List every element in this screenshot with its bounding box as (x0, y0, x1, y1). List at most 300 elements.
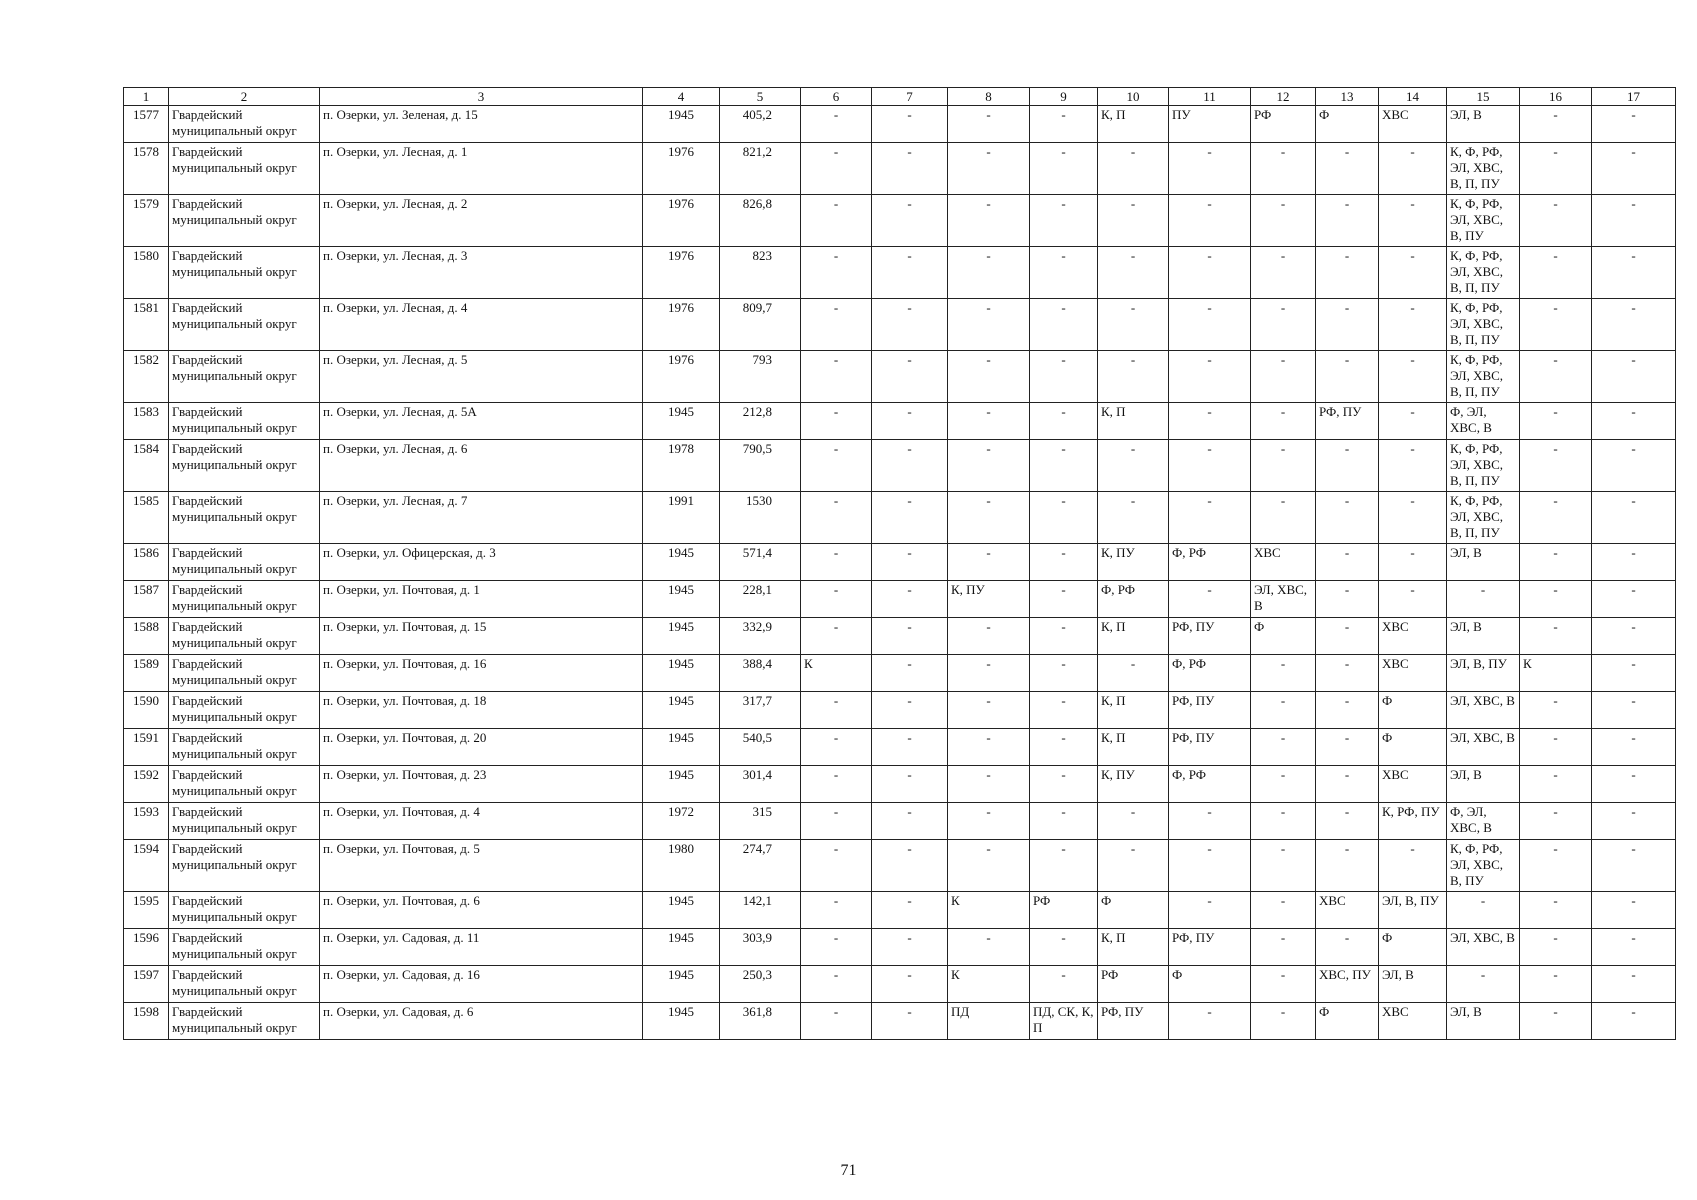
col6-cell: - (801, 403, 872, 440)
area-cell: 571,4 (720, 544, 801, 581)
col17-cell: - (1592, 492, 1676, 544)
row-number: 1588 (124, 618, 169, 655)
col11-cell: Ф, РФ (1169, 766, 1251, 803)
year-cell: 1976 (643, 143, 720, 195)
table-row (124, 929, 1676, 966)
col17-cell: - (1592, 803, 1676, 840)
col16-cell: - (1520, 351, 1592, 403)
col11-cell: - (1169, 195, 1251, 247)
year-cell: 1945 (643, 892, 720, 929)
area-cell: 821,2 (720, 143, 801, 195)
table-row (124, 692, 1676, 729)
col6-cell: К (801, 655, 872, 692)
col16-cell: - (1520, 966, 1592, 1003)
col11-cell: РФ, ПУ (1169, 929, 1251, 966)
col7-cell: - (872, 618, 948, 655)
area-cell: 317,7 (720, 692, 801, 729)
address-cell: п. Озерки, ул. Лесная, д. 6 (320, 440, 643, 492)
col10-cell: Ф (1098, 892, 1169, 929)
col16-cell: - (1520, 840, 1592, 892)
col8-cell: К, ПУ (948, 581, 1030, 618)
col10-cell: - (1098, 351, 1169, 403)
area-cell: 274,7 (720, 840, 801, 892)
col17-cell: - (1592, 692, 1676, 729)
address-cell: п. Озерки, ул. Почтовая, д. 5 (320, 840, 643, 892)
col6-cell: - (801, 106, 872, 143)
col6-cell: - (801, 247, 872, 299)
col16-cell: - (1520, 247, 1592, 299)
col15-cell: ЭЛ, ХВС, В (1447, 692, 1520, 729)
table-row (124, 729, 1676, 766)
year-cell: 1945 (643, 581, 720, 618)
address-cell: п. Озерки, ул. Лесная, д. 3 (320, 247, 643, 299)
row-number: 1583 (124, 403, 169, 440)
col7-cell: - (872, 247, 948, 299)
table-row (124, 440, 1676, 492)
column-header-10: 10 (1098, 88, 1169, 106)
area-cell: 361,8 (720, 1003, 801, 1040)
district-cell: Гвардейский муниципальный округ (169, 106, 320, 143)
column-header-4: 4 (643, 88, 720, 106)
col14-cell: - (1379, 492, 1447, 544)
col12-cell: - (1251, 840, 1316, 892)
col17-cell: - (1592, 581, 1676, 618)
col10-cell: К, П (1098, 403, 1169, 440)
col8-cell: - (948, 618, 1030, 655)
year-cell: 1945 (643, 1003, 720, 1040)
col9-cell: - (1030, 803, 1098, 840)
col11-cell: РФ, ПУ (1169, 618, 1251, 655)
district-cell: Гвардейский муниципальный округ (169, 655, 320, 692)
col15-cell: К, Ф, РФ, ЭЛ, ХВС, В, П, ПУ (1447, 143, 1520, 195)
row-number: 1580 (124, 247, 169, 299)
row-number: 1591 (124, 729, 169, 766)
address-cell: п. Озерки, ул. Лесная, д. 1 (320, 143, 643, 195)
col6-cell: - (801, 803, 872, 840)
year-cell: 1945 (643, 655, 720, 692)
column-header-3: 3 (320, 88, 643, 106)
table-row (124, 1003, 1676, 1040)
col16-cell: - (1520, 766, 1592, 803)
col11-cell: ПУ (1169, 106, 1251, 143)
area-cell: 315 (720, 803, 801, 840)
col6-cell: - (801, 299, 872, 351)
table-row (124, 892, 1676, 929)
column-header-1: 1 (124, 88, 169, 106)
table-row (124, 618, 1676, 655)
col10-cell: К, П (1098, 692, 1169, 729)
col15-cell: ЭЛ, В (1447, 618, 1520, 655)
col7-cell: - (872, 544, 948, 581)
area-cell: 540,5 (720, 729, 801, 766)
col14-cell: - (1379, 544, 1447, 581)
col10-cell: К, П (1098, 106, 1169, 143)
table-row (124, 403, 1676, 440)
col10-cell: - (1098, 655, 1169, 692)
area-cell: 142,1 (720, 892, 801, 929)
col16-cell: - (1520, 803, 1592, 840)
col6-cell: - (801, 892, 872, 929)
col14-cell: ЭЛ, В, ПУ (1379, 892, 1447, 929)
district-cell: Гвардейский муниципальный округ (169, 143, 320, 195)
address-cell: п. Озерки, ул. Почтовая, д. 20 (320, 729, 643, 766)
year-cell: 1976 (643, 299, 720, 351)
col12-cell: - (1251, 766, 1316, 803)
year-cell: 1945 (643, 618, 720, 655)
col12-cell: - (1251, 929, 1316, 966)
table-row (124, 581, 1676, 618)
col7-cell: - (872, 892, 948, 929)
col12-cell: - (1251, 729, 1316, 766)
col13-cell: - (1316, 729, 1379, 766)
col7-cell: - (872, 581, 948, 618)
district-cell: Гвардейский муниципальный округ (169, 195, 320, 247)
district-cell: Гвардейский муниципальный округ (169, 892, 320, 929)
col7-cell: - (872, 403, 948, 440)
year-cell: 1945 (643, 966, 720, 1003)
col9-cell: - (1030, 440, 1098, 492)
col12-cell: РФ (1251, 106, 1316, 143)
col7-cell: - (872, 692, 948, 729)
row-number: 1585 (124, 492, 169, 544)
col10-cell: - (1098, 803, 1169, 840)
col11-cell: - (1169, 299, 1251, 351)
col13-cell: - (1316, 195, 1379, 247)
year-cell: 1976 (643, 195, 720, 247)
row-number: 1597 (124, 966, 169, 1003)
address-cell: п. Озерки, ул. Почтовая, д. 6 (320, 892, 643, 929)
col11-cell: - (1169, 247, 1251, 299)
col12-cell: - (1251, 492, 1316, 544)
col14-cell: К, РФ, ПУ (1379, 803, 1447, 840)
col17-cell: - (1592, 892, 1676, 929)
table-row (124, 351, 1676, 403)
col12-cell: - (1251, 440, 1316, 492)
row-number: 1578 (124, 143, 169, 195)
col17-cell: - (1592, 143, 1676, 195)
col13-cell: - (1316, 247, 1379, 299)
year-cell: 1976 (643, 247, 720, 299)
col17-cell: - (1592, 403, 1676, 440)
col10-cell: - (1098, 299, 1169, 351)
column-number-header (124, 88, 1676, 106)
col12-cell: - (1251, 892, 1316, 929)
col10-cell: - (1098, 195, 1169, 247)
col14-cell: - (1379, 840, 1447, 892)
col10-cell: - (1098, 440, 1169, 492)
col12-cell: - (1251, 351, 1316, 403)
row-number: 1582 (124, 351, 169, 403)
col9-cell: - (1030, 351, 1098, 403)
col7-cell: - (872, 440, 948, 492)
district-cell: Гвардейский муниципальный округ (169, 247, 320, 299)
col14-cell: - (1379, 351, 1447, 403)
col14-cell: ХВС (1379, 655, 1447, 692)
col15-cell: К, Ф, РФ, ЭЛ, ХВС, В, П, ПУ (1447, 247, 1520, 299)
address-cell: п. Озерки, ул. Лесная, д. 2 (320, 195, 643, 247)
address-cell: п. Озерки, ул. Почтовая, д. 18 (320, 692, 643, 729)
col12-cell: - (1251, 655, 1316, 692)
col8-cell: - (948, 544, 1030, 581)
col17-cell: - (1592, 299, 1676, 351)
year-cell: 1972 (643, 803, 720, 840)
column-header-8: 8 (948, 88, 1030, 106)
district-cell: Гвардейский муниципальный округ (169, 492, 320, 544)
row-number: 1594 (124, 840, 169, 892)
area-cell: 790,5 (720, 440, 801, 492)
col13-cell: - (1316, 143, 1379, 195)
col7-cell: - (872, 803, 948, 840)
col15-cell: К, Ф, РФ, ЭЛ, ХВС, В, ПУ (1447, 195, 1520, 247)
col9-cell: - (1030, 966, 1098, 1003)
area-cell: 405,2 (720, 106, 801, 143)
area-cell: 228,1 (720, 581, 801, 618)
col17-cell: - (1592, 766, 1676, 803)
col9-cell: - (1030, 729, 1098, 766)
address-cell: п. Озерки, ул. Почтовая, д. 23 (320, 766, 643, 803)
district-cell: Гвардейский муниципальный округ (169, 766, 320, 803)
col10-cell: РФ (1098, 966, 1169, 1003)
col15-cell: К, Ф, РФ, ЭЛ, ХВС, В, П, ПУ (1447, 351, 1520, 403)
col7-cell: - (872, 655, 948, 692)
district-cell: Гвардейский муниципальный округ (169, 440, 320, 492)
col11-cell: - (1169, 840, 1251, 892)
col13-cell: - (1316, 581, 1379, 618)
table-row (124, 803, 1676, 840)
table-row (124, 840, 1676, 892)
area-cell: 826,8 (720, 195, 801, 247)
col11-cell: - (1169, 143, 1251, 195)
col8-cell: - (948, 655, 1030, 692)
col10-cell: К, П (1098, 618, 1169, 655)
col15-cell: ЭЛ, В (1447, 106, 1520, 143)
col7-cell: - (872, 106, 948, 143)
col11-cell: РФ, ПУ (1169, 692, 1251, 729)
col13-cell: ХВС, ПУ (1316, 966, 1379, 1003)
col9-cell: - (1030, 106, 1098, 143)
area-cell: 332,9 (720, 618, 801, 655)
col13-cell: - (1316, 544, 1379, 581)
col6-cell: - (801, 618, 872, 655)
col15-cell: - (1447, 892, 1520, 929)
area-cell: 793 (720, 351, 801, 403)
area-cell: 301,4 (720, 766, 801, 803)
district-cell: Гвардейский муниципальный округ (169, 351, 320, 403)
col8-cell: - (948, 692, 1030, 729)
col13-cell: - (1316, 492, 1379, 544)
district-cell: Гвардейский муниципальный округ (169, 1003, 320, 1040)
district-cell: Гвардейский муниципальный округ (169, 729, 320, 766)
column-header-2: 2 (169, 88, 320, 106)
col14-cell: - (1379, 403, 1447, 440)
table-row (124, 106, 1676, 143)
col7-cell: - (872, 351, 948, 403)
table-row (124, 143, 1676, 195)
col11-cell: - (1169, 351, 1251, 403)
page-number: 71 (840, 1162, 857, 1179)
col13-cell: РФ, ПУ (1316, 403, 1379, 440)
col9-cell: - (1030, 692, 1098, 729)
col13-cell: - (1316, 692, 1379, 729)
column-header-15: 15 (1447, 88, 1520, 106)
col14-cell: - (1379, 440, 1447, 492)
year-cell: 1945 (643, 729, 720, 766)
col14-cell: Ф (1379, 929, 1447, 966)
col7-cell: - (872, 766, 948, 803)
col8-cell: - (948, 729, 1030, 766)
col17-cell: - (1592, 655, 1676, 692)
col17-cell: - (1592, 966, 1676, 1003)
row-number: 1595 (124, 892, 169, 929)
col15-cell: ЭЛ, ХВС, В (1447, 729, 1520, 766)
table-row (124, 544, 1676, 581)
col12-cell: - (1251, 403, 1316, 440)
col16-cell: - (1520, 1003, 1592, 1040)
table-row (124, 766, 1676, 803)
col9-cell: - (1030, 247, 1098, 299)
col8-cell: - (948, 929, 1030, 966)
col16-cell: - (1520, 299, 1592, 351)
row-number: 1581 (124, 299, 169, 351)
row-number: 1596 (124, 929, 169, 966)
col17-cell: - (1592, 729, 1676, 766)
col14-cell: - (1379, 247, 1447, 299)
col13-cell: ХВС (1316, 892, 1379, 929)
col8-cell: - (948, 840, 1030, 892)
address-cell: п. Озерки, ул. Офицерская, д. 3 (320, 544, 643, 581)
col12-cell: ХВС (1251, 544, 1316, 581)
col14-cell: ХВС (1379, 106, 1447, 143)
col16-cell: - (1520, 403, 1592, 440)
row-number: 1590 (124, 692, 169, 729)
col17-cell: - (1592, 351, 1676, 403)
table-row (124, 299, 1676, 351)
col6-cell: - (801, 966, 872, 1003)
address-cell: п. Озерки, ул. Лесная, д. 5 (320, 351, 643, 403)
col16-cell: - (1520, 692, 1592, 729)
col15-cell: К, Ф, РФ, ЭЛ, ХВС, В, П, ПУ (1447, 440, 1520, 492)
col16-cell: - (1520, 106, 1592, 143)
year-cell: 1980 (643, 840, 720, 892)
col12-cell: - (1251, 692, 1316, 729)
table-body (124, 106, 1676, 1040)
col16-cell: - (1520, 892, 1592, 929)
area-cell: 303,9 (720, 929, 801, 966)
col14-cell: - (1379, 195, 1447, 247)
col9-cell: - (1030, 929, 1098, 966)
col6-cell: - (801, 492, 872, 544)
col10-cell: - (1098, 143, 1169, 195)
col6-cell: - (801, 544, 872, 581)
col6-cell: - (801, 581, 872, 618)
col13-cell: - (1316, 766, 1379, 803)
col11-cell: РФ, ПУ (1169, 729, 1251, 766)
col6-cell: - (801, 729, 872, 766)
col15-cell: К, Ф, РФ, ЭЛ, ХВС, В, ПУ (1447, 840, 1520, 892)
col7-cell: - (872, 840, 948, 892)
col11-cell: - (1169, 803, 1251, 840)
table-row (124, 492, 1676, 544)
table-row (124, 195, 1676, 247)
row-number: 1584 (124, 440, 169, 492)
col13-cell: Ф (1316, 1003, 1379, 1040)
col15-cell: - (1447, 581, 1520, 618)
col16-cell: - (1520, 440, 1592, 492)
col12-cell: - (1251, 247, 1316, 299)
col6-cell: - (801, 143, 872, 195)
col6-cell: - (801, 766, 872, 803)
col6-cell: - (801, 195, 872, 247)
year-cell: 1945 (643, 403, 720, 440)
address-cell: п. Озерки, ул. Почтовая, д. 16 (320, 655, 643, 692)
col13-cell: - (1316, 803, 1379, 840)
column-header-12: 12 (1251, 88, 1316, 106)
col9-cell: ПД, СК, К, П (1030, 1003, 1098, 1040)
year-cell: 1945 (643, 929, 720, 966)
col13-cell: - (1316, 840, 1379, 892)
col15-cell: ЭЛ, В, ПУ (1447, 655, 1520, 692)
col11-cell: Ф, РФ (1169, 544, 1251, 581)
col17-cell: - (1592, 247, 1676, 299)
col6-cell: - (801, 351, 872, 403)
table-row (124, 247, 1676, 299)
col12-cell: - (1251, 195, 1316, 247)
col16-cell: - (1520, 618, 1592, 655)
column-header-9: 9 (1030, 88, 1098, 106)
col9-cell: - (1030, 403, 1098, 440)
col9-cell: - (1030, 299, 1098, 351)
col12-cell: - (1251, 299, 1316, 351)
col8-cell: - (948, 143, 1030, 195)
col15-cell: - (1447, 966, 1520, 1003)
col14-cell: - (1379, 299, 1447, 351)
year-cell: 1991 (643, 492, 720, 544)
district-cell: Гвардейский муниципальный округ (169, 618, 320, 655)
district-cell: Гвардейский муниципальный округ (169, 840, 320, 892)
col6-cell: - (801, 440, 872, 492)
col14-cell: ЭЛ, В (1379, 966, 1447, 1003)
col8-cell: ПД (948, 1003, 1030, 1040)
col9-cell: - (1030, 655, 1098, 692)
col10-cell: РФ, ПУ (1098, 1003, 1169, 1040)
district-cell: Гвардейский муниципальный округ (169, 966, 320, 1003)
district-cell: Гвардейский муниципальный округ (169, 403, 320, 440)
col9-cell: - (1030, 492, 1098, 544)
col7-cell: - (872, 195, 948, 247)
col16-cell: К (1520, 655, 1592, 692)
district-cell: Гвардейский муниципальный округ (169, 581, 320, 618)
area-cell: 823 (720, 247, 801, 299)
area-cell: 212,8 (720, 403, 801, 440)
col14-cell: Ф (1379, 692, 1447, 729)
col13-cell: - (1316, 655, 1379, 692)
col9-cell: РФ (1030, 892, 1098, 929)
col14-cell: ХВС (1379, 618, 1447, 655)
col10-cell: К, П (1098, 929, 1169, 966)
column-header-16: 16 (1520, 88, 1592, 106)
row-number: 1593 (124, 803, 169, 840)
col10-cell: К, ПУ (1098, 544, 1169, 581)
col9-cell: - (1030, 143, 1098, 195)
col10-cell: - (1098, 247, 1169, 299)
year-cell: 1978 (643, 440, 720, 492)
col13-cell: - (1316, 618, 1379, 655)
address-cell: п. Озерки, ул. Почтовая, д. 4 (320, 803, 643, 840)
col16-cell: - (1520, 544, 1592, 581)
col8-cell: - (948, 803, 1030, 840)
col8-cell: К (948, 966, 1030, 1003)
col7-cell: - (872, 729, 948, 766)
